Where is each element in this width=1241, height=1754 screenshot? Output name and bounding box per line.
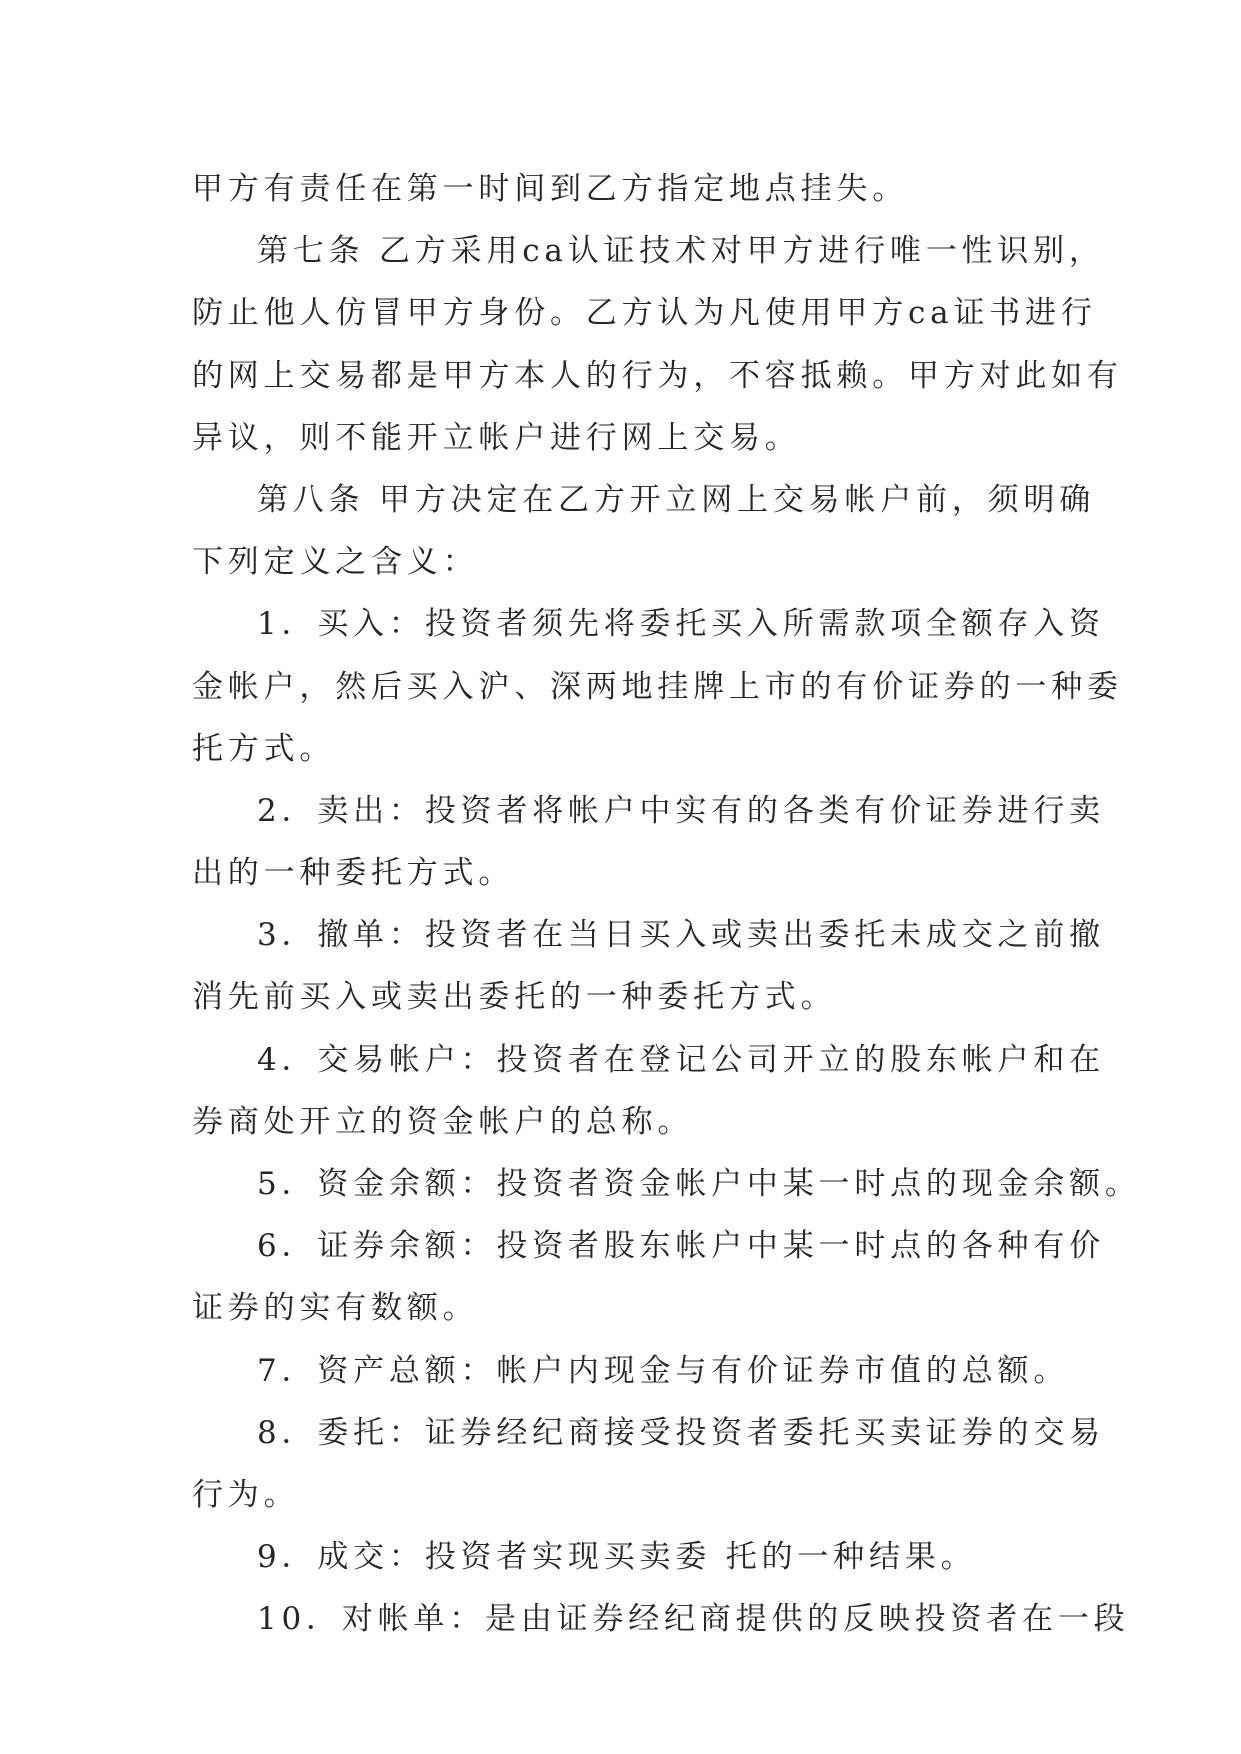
text-line: 异议，则不能开立帐户进行网上交易。	[192, 419, 801, 456]
text-line: 第七条 乙方采用ca认证技术对甲方进行唯一性识别，	[257, 233, 1105, 270]
text-line: 3．撤单：投资者在当日买入或卖出委托未成交之前撤	[257, 917, 1105, 954]
text-line: 出的一种委托方式。	[192, 855, 515, 892]
text-line: 券商处开立的资金帐户的总称。	[192, 1103, 694, 1140]
text-line: 2．卖出：投资者将帐户中实有的各类有价证券进行卖	[257, 792, 1105, 829]
text-line: 证券的实有数额。	[192, 1290, 479, 1327]
text-line: 下列定义之含义：	[192, 544, 479, 581]
text-line: 第八条 甲方决定在乙方开立网上交易帐户前，须明确	[257, 481, 1096, 518]
text-line: 防止他人仿冒甲方身份。乙方认为凡使用甲方ca证书进行	[192, 295, 1097, 332]
text-line: 消先前买入或卖出委托的一种委托方式。	[192, 979, 837, 1016]
text-line: 9．成交：投资者实现买卖委 托的一种结果。	[257, 1539, 977, 1576]
document-body	[192, 158, 1141, 1651]
text-line: 的网上交易都是甲方本人的行为，不容抵赖。甲方对此如有	[192, 357, 1123, 394]
text-line: 6．证券余额：投资者股东帐户中某一时点的各种有价	[257, 1228, 1105, 1265]
text-line: 行为。	[192, 1476, 300, 1513]
text-line: 7．资产总额：帐户内现金与有价证券市值的总额。	[257, 1352, 1070, 1389]
text-line: 10．对帐单：是由证券经纪商提供的反映投资者在一段	[257, 1601, 1130, 1638]
text-line: 1．买入：投资者须先将委托买入所需款项全额存入资	[257, 606, 1105, 643]
text-line: 4．交易帐户：投资者在登记公司开立的股东帐户和在	[257, 1041, 1105, 1078]
text-line: 5．资金余额：投资者资金帐户中某一时点的现金余额。	[257, 1166, 1141, 1202]
text-line: 托方式。	[192, 730, 336, 767]
text-line: 金帐户，然后买入沪、深两地挂牌上市的有价证券的一种委	[192, 668, 1123, 705]
text-line: 8．委托：证券经纪商接受投资者委托买卖证券的交易	[257, 1414, 1105, 1451]
text-line: 甲方有责任在第一时间到乙方指定地点挂失。	[192, 171, 908, 207]
